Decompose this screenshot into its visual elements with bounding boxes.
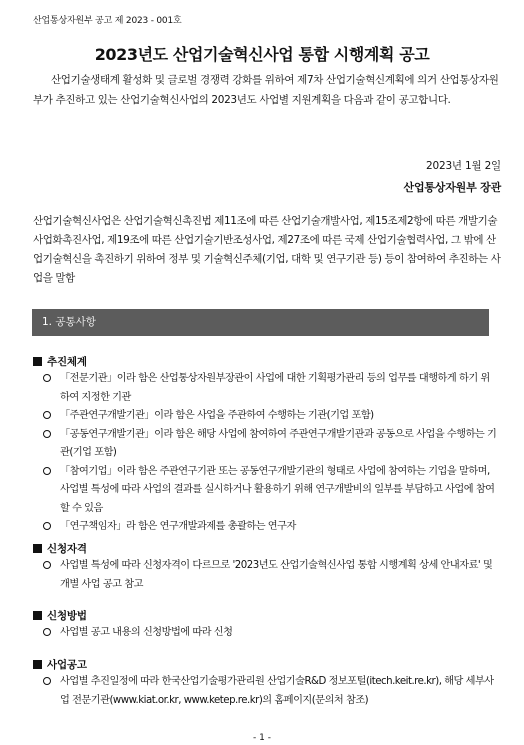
list-item-text: 사업별 공고 내용의 신청방법에 따라 신청 (60, 627, 233, 638)
circle-bullet-icon (43, 561, 51, 569)
notice-number: 산업통상자원부 공고 제 2023 - 001호 (33, 16, 182, 26)
circle-bullet-icon (43, 430, 51, 438)
subsection-heading-eligibility (33, 541, 87, 556)
notice-date: 2023년 1월 2일 (426, 160, 501, 172)
intro-paragraph: 산업기술생태계 활성화 및 글로벌 경쟁력 강화를 위하여 제7차 산업기술혁신계획에 의거 산업통상자원부가 추진하고 있는 산업기술혁신사업의 2023년도 사업별 지원계획을 다음과 같이 공고합니다. (33, 74, 499, 106)
list-item (42, 624, 497, 643)
subsection-heading-announcement (33, 657, 87, 672)
method-item-list (42, 624, 497, 643)
list-item (42, 426, 497, 463)
black-square-bullet-icon (33, 544, 42, 553)
list-item (42, 673, 497, 710)
list-item-text: 「연구책임자」라 함은 연구개발과제를 총괄하는 연구자 (60, 521, 296, 532)
subsection-heading-promotion (33, 354, 87, 369)
subsection-heading-text: 추진체계 (47, 356, 87, 368)
circle-bullet-icon (43, 522, 51, 530)
subsection-heading-text: 신청자격 (47, 543, 87, 555)
circle-bullet-icon (43, 374, 51, 382)
page-number: - 1 - (253, 733, 271, 743)
issuer-minister: 산업통상자원부 장관 (403, 181, 501, 194)
circle-bullet-icon (43, 467, 51, 475)
list-item (42, 370, 497, 407)
list-item-text: 「참여기업」이라 함은 주관연구기관 또는 공동연구개발기관의 형태로 사업에 참여하는 기업을 말하며, 사업별 특성에 따라 사업의 결과를 실시하거나 활용하기 위해 연구개발비의 일부를 부담하고 사업에 참여할 수 있음 (60, 465, 495, 514)
black-square-bullet-icon (33, 357, 42, 366)
definition-paragraph: 산업기술혁신사업은 산업기술혁신촉진법 제11조에 따른 산업기술개발사업, 제15조제2항에 따른 개발기술사업화촉진사업, 제19조에 따른 산업기술기반조성사업, 제27조에 따른 국제 산업기술협력사업, 그 밖에 산업기술혁신을 촉진하기 위하여 정부 및 기술혁신주체(기업, 대학 및 연구기관 등) 등이 참여하여 추진하는 사업을 말함 (33, 215, 501, 284)
announcement-item-list (42, 673, 497, 710)
black-square-bullet-icon (33, 611, 42, 620)
subsection-heading-method (33, 608, 87, 623)
eligibility-item-list (42, 557, 497, 594)
list-item-text: 사업별 특성에 따라 신청자격이 다르므로 '2023년도 산업기술혁신사업 통합 시행계획 상세 안내자료' 및 개별 사업 공고 참고 (60, 560, 493, 590)
list-item (42, 407, 497, 426)
list-item (42, 463, 497, 519)
list-item (42, 557, 497, 594)
subsection-heading-text: 사업공고 (47, 659, 87, 671)
promotion-item-list (42, 370, 497, 537)
black-square-bullet-icon (33, 660, 42, 669)
list-item-text: 「전문기관」이라 함은 산업통상자원부장관이 사업에 대한 기획평가관리 등의 업무를 대행하게 하기 위하여 지정한 기관 (60, 373, 490, 403)
list-item (42, 518, 497, 537)
section-header-common: 1. 공통사항 (32, 309, 489, 336)
list-item-text: 「주관연구개발기관」이라 함은 사업을 주관하여 수행하는 기관(기업 포함) (60, 410, 374, 421)
document-title: 2023년도 산업기술혁신사업 통합 시행계획 공고 (94, 45, 430, 64)
circle-bullet-icon (43, 628, 51, 636)
list-item-text: 사업별 추진일정에 따라 한국산업기술평가관리원 산업기술R&D 정보포털(itech.keit.re.kr), 해당 세부사업 전문기관(www.kiat.or.kr, www.ketep.re.kr)의 홈페이지(문의처 참조) (60, 676, 494, 706)
subsection-heading-text: 신청방법 (47, 610, 87, 622)
circle-bullet-icon (43, 411, 51, 419)
circle-bullet-icon (43, 677, 51, 685)
list-item-text: 「공동연구개발기관」이라 함은 해당 사업에 참여하여 주관연구개발기관과 공동으로 사업을 수행하는 기관(기업 포함) (60, 428, 497, 458)
